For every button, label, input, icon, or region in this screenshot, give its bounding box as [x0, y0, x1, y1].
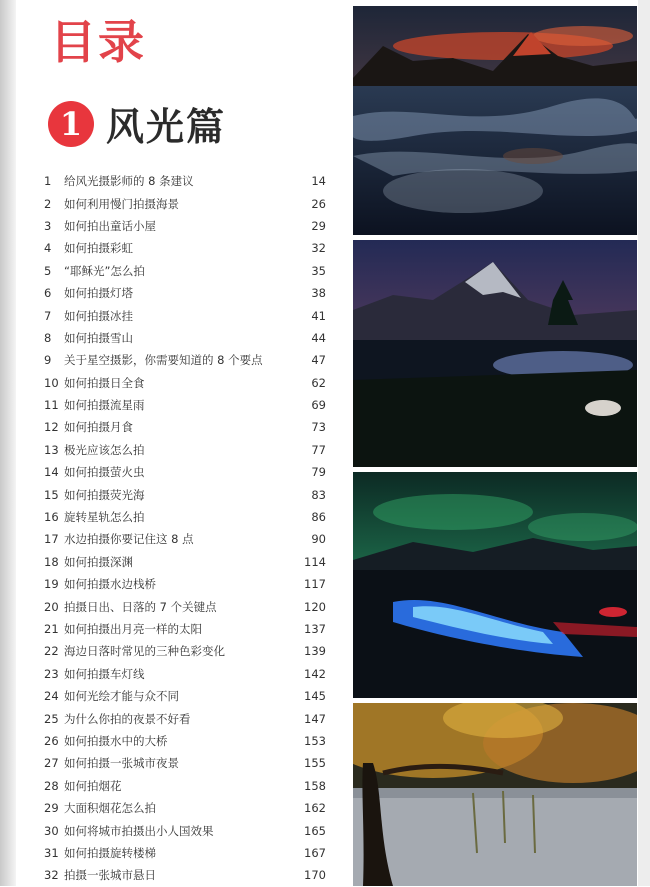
toc-entry-number: 26 [44, 733, 59, 748]
toc-entry-title: 如何拍摄雪山 [64, 330, 133, 345]
photo-aurora-glowing-ice [353, 472, 637, 698]
toc-entry-title: 极光应该怎么拍 [64, 442, 145, 457]
toc-entry-title: 如何光绘才能与众不同 [64, 689, 179, 704]
toc-entry[interactable] [44, 819, 326, 841]
toc-entry[interactable] [44, 215, 326, 237]
section-heading [48, 96, 226, 151]
toc-entry-page: 83 [311, 487, 326, 502]
toc-entry[interactable] [44, 551, 326, 573]
toc-entry-title: 如何拍摄日全食 [64, 375, 145, 390]
toc-entry-title: 如何拍摄冰挂 [64, 308, 133, 323]
toc-entry-number: 13 [44, 442, 59, 457]
toc-entry-number: 27 [44, 756, 59, 771]
toc-entry[interactable] [44, 483, 326, 505]
toc-entry[interactable] [44, 282, 326, 304]
toc-entry-title: 如何拍摄水边栈桥 [64, 577, 156, 592]
toc-entry-number: 11 [44, 398, 59, 413]
toc-entry-title: 如何拍出童话小屋 [64, 218, 156, 233]
toc-entry-number: 29 [44, 801, 59, 816]
page-right-edge [638, 0, 650, 886]
toc-entry-page: 32 [311, 241, 326, 256]
toc-entry[interactable] [44, 372, 326, 394]
toc-entry-page: 147 [304, 711, 326, 726]
photo-mountain-lake-dusk [353, 240, 637, 467]
toc-entry[interactable] [44, 842, 326, 864]
toc-entry-title: 水边拍摄你要记住这 8 点 [64, 532, 194, 547]
toc-entry-title: 如何拍烟花 [64, 778, 122, 793]
toc-entry-number: 7 [44, 308, 52, 323]
toc-entry-number: 12 [44, 420, 59, 435]
toc-entry-number: 3 [44, 218, 52, 233]
toc-entry-page: 79 [311, 465, 326, 480]
toc-entry-title: 如何拍摄萤火虫 [64, 465, 145, 480]
toc-entry[interactable] [44, 394, 326, 416]
toc-entry-page: 142 [304, 666, 326, 681]
toc-entry-title: 如何拍摄出月亮一样的太阳 [64, 622, 202, 636]
section-title: 风光篇 [106, 105, 227, 149]
toc-entry-title: 如何拍摄水中的大桥 [64, 733, 168, 748]
toc-entry-title: 给风光摄影师的 8 条建议 [64, 174, 194, 189]
toc-entry[interactable] [44, 864, 326, 886]
toc-entry-page: 137 [304, 622, 326, 636]
toc-entry[interactable] [44, 439, 326, 461]
toc-entry-page: 145 [304, 689, 326, 704]
toc-entry-page: 14 [311, 174, 326, 189]
toc-entry[interactable] [44, 640, 326, 662]
toc-entry-page: 69 [311, 398, 326, 413]
page-title: 目录 [50, 15, 146, 69]
toc-entry[interactable] [44, 707, 326, 729]
toc-entry[interactable] [44, 170, 326, 192]
toc-entry-number: 14 [44, 465, 59, 480]
toc-entry-page: 153 [304, 733, 326, 748]
toc-entry-number: 5 [44, 263, 52, 278]
toc-entry-page: 165 [304, 823, 326, 838]
toc-entry-title: 为什么你拍的夜景不好看 [64, 711, 191, 726]
toc-entry-number: 2 [44, 196, 52, 211]
toc-entry-page: 117 [304, 577, 326, 592]
toc-entry[interactable] [44, 618, 326, 640]
toc-entry-number: 17 [44, 532, 59, 547]
toc-entry-page: 35 [311, 263, 326, 278]
toc-entry[interactable] [44, 506, 326, 528]
toc-entry[interactable] [44, 237, 326, 259]
toc-entry-number: 19 [44, 577, 59, 592]
table-of-contents [44, 170, 326, 887]
toc-entry-title: “耶稣光”怎么拍 [64, 263, 145, 278]
toc-entry-number: 4 [44, 241, 52, 256]
toc-entry-title: 拍摄一张城市悬日 [64, 868, 156, 883]
toc-entry-page: 41 [311, 308, 326, 323]
toc-entry-title: 如何拍摄月食 [64, 420, 133, 435]
toc-entry-page: 47 [311, 353, 326, 368]
toc-entry-page: 139 [304, 644, 326, 659]
toc-entry[interactable] [44, 349, 326, 371]
toc-entry[interactable] [44, 595, 326, 617]
toc-entry-number: 9 [44, 353, 52, 368]
toc-entry-page: 167 [304, 845, 326, 860]
toc-entry-title: 大面积烟花怎么拍 [64, 801, 156, 816]
toc-entry-title: 如何拍摄流星雨 [64, 398, 145, 413]
toc-entry-page: 114 [304, 554, 326, 569]
toc-entry-title: 海边日落时常见的三种色彩变化 [64, 644, 225, 659]
toc-entry-page: 120 [304, 599, 326, 614]
toc-entry[interactable] [44, 192, 326, 214]
section-number-badge: 1 [48, 101, 94, 147]
toc-entry-page: 155 [304, 756, 326, 771]
toc-entry-title: 如何拍摄深渊 [64, 554, 133, 569]
toc-entry-title: 拍摄日出、日落的 7 个关键点 [64, 599, 217, 614]
toc-entry[interactable] [44, 775, 326, 797]
toc-entry[interactable] [44, 573, 326, 595]
toc-entry-title: 关于星空摄影，你需要知道的 8 个要点 [64, 353, 263, 368]
toc-entry-number: 31 [44, 845, 59, 860]
toc-entry-page: 77 [311, 442, 326, 457]
toc-entry-title: 如何拍摄一张城市夜景 [64, 756, 179, 771]
toc-entry[interactable] [44, 528, 326, 550]
toc-entry[interactable] [44, 752, 326, 774]
toc-entry-title: 如何拍摄彩虹 [64, 241, 133, 256]
toc-entry-number: 16 [44, 510, 59, 525]
toc-entry-number: 6 [44, 286, 52, 301]
toc-entry-page: 73 [311, 420, 326, 435]
toc-entry-number: 30 [44, 823, 59, 838]
toc-entry-number: 28 [44, 778, 59, 793]
toc-entry-title: 旋转星轨怎么拍 [64, 510, 145, 525]
photo-autumn-tree-lake [353, 703, 637, 886]
toc-entry-page: 44 [311, 330, 326, 345]
toc-entry-title: 如何拍摄荧光海 [64, 487, 145, 502]
toc-entry-page: 26 [311, 196, 326, 211]
toc-entry-number: 10 [44, 375, 59, 390]
toc-entry[interactable] [44, 730, 326, 752]
photo-mountain-sunset-seascape [353, 6, 637, 235]
toc-entry-number: 22 [44, 644, 59, 659]
toc-entry-number: 21 [44, 622, 59, 636]
toc-entry-page: 38 [311, 286, 326, 301]
toc-entry-number: 8 [44, 330, 52, 345]
toc-entry-number: 24 [44, 689, 59, 704]
toc-entry-number: 25 [44, 711, 59, 726]
toc-entry[interactable] [44, 663, 326, 685]
toc-entry-number: 32 [44, 868, 59, 883]
toc-entry-page: 86 [311, 510, 326, 525]
toc-entry[interactable] [44, 327, 326, 349]
toc-entry-number: 18 [44, 554, 59, 569]
toc-entry-title: 如何将城市拍摄出小人国效果 [64, 823, 214, 838]
toc-entry-page: 29 [311, 218, 326, 233]
toc-entry-title: 如何拍摄车灯线 [64, 666, 145, 681]
toc-entry[interactable] [44, 685, 326, 707]
toc-entry-page: 62 [311, 375, 326, 390]
toc-entry-title: 如何拍摄旋转楼梯 [64, 845, 156, 860]
toc-entry-number: 15 [44, 487, 59, 502]
toc-entry-page: 90 [311, 532, 326, 547]
toc-entry-page: 170 [304, 868, 326, 883]
toc-entry[interactable] [44, 304, 326, 326]
toc-entry-number: 20 [44, 599, 59, 614]
toc-entry-title: 如何利用慢门拍摄海景 [64, 196, 179, 211]
toc-entry-page: 162 [304, 801, 326, 816]
toc-entry[interactable] [44, 797, 326, 819]
page-gutter-shadow [0, 0, 16, 886]
toc-entry[interactable] [44, 461, 326, 483]
toc-entry-number: 1 [44, 174, 52, 189]
toc-entry-title: 如何拍摄灯塔 [64, 286, 133, 301]
toc-entry[interactable] [44, 416, 326, 438]
toc-entry[interactable] [44, 260, 326, 282]
toc-entry-number: 23 [44, 666, 59, 681]
toc-entry-page: 158 [304, 778, 326, 793]
